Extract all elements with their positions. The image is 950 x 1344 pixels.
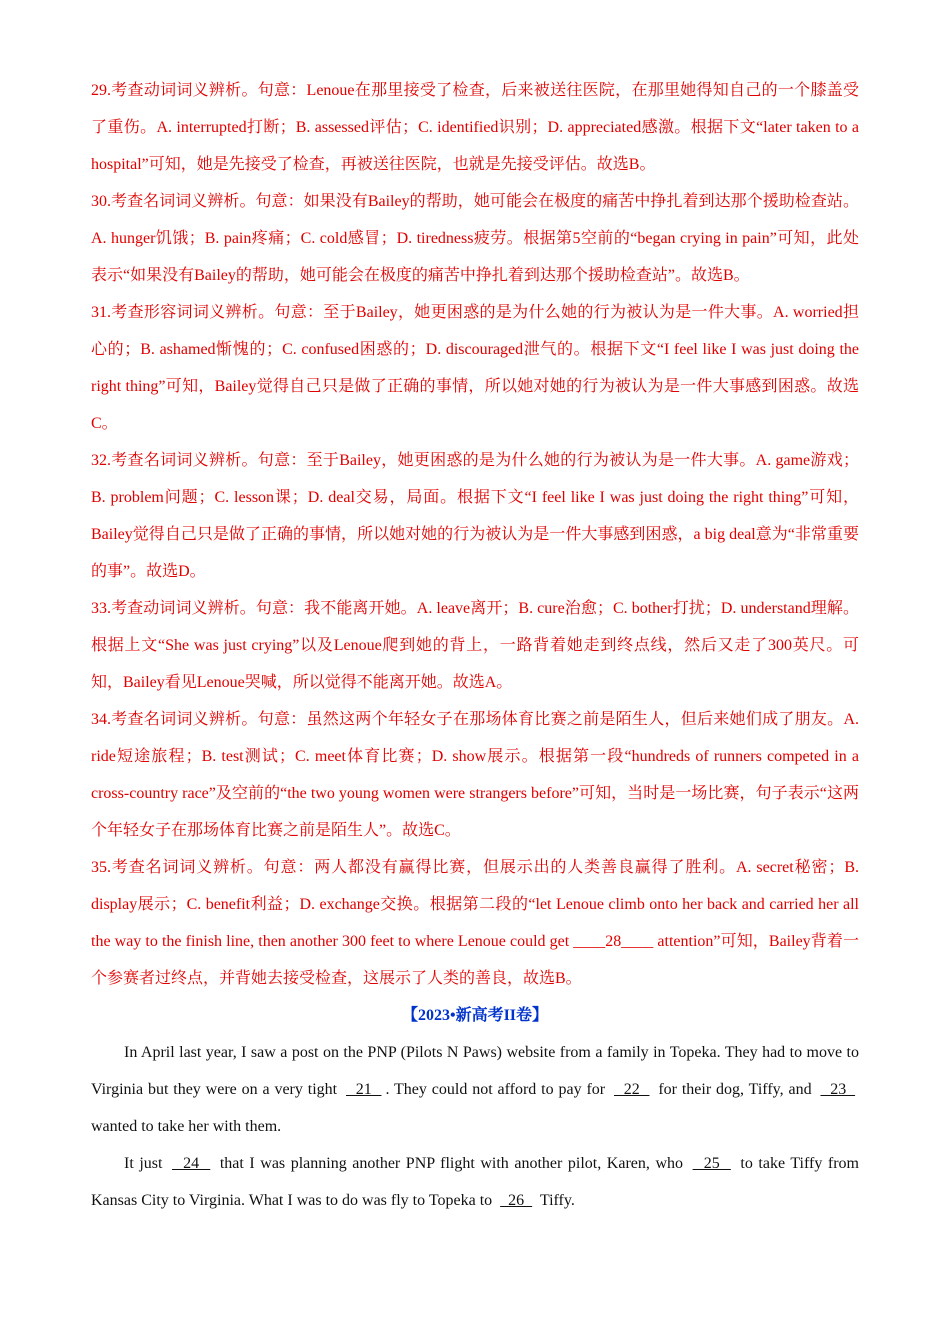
blank-25: 25 bbox=[692, 1155, 731, 1172]
passage-text: for their dog, Tiffy, and bbox=[653, 1081, 817, 1098]
passage-text: It just bbox=[124, 1155, 169, 1172]
explanation-35: 35.考查名词词义辨析。句意：两人都没有赢得比赛，但展示出的人类善良赢得了胜利。A. secret秘密；B. display展示；C. benefit利益；D. exchange交换。根据第二段的“let Lenoue climb onto her back and carried her all the way to the finish line, then another 300 feet to where Lenoue could get ____28____ attention”可知，Bailey背着一个参赛者过终点，并背她去接受检查，这展示了人类的善良，故选B。 bbox=[91, 859, 859, 987]
passage-text: that I was planning another PNP flight with another pilot, Karen, who bbox=[214, 1155, 689, 1172]
blank-26: 26 bbox=[500, 1192, 533, 1209]
blank-21: 21 bbox=[345, 1081, 382, 1098]
explanation-31: 31.考查形容词词义辨析。句意：至于Bailey，她更困惑的是为什么她的行为被认为是一件大事。A. worried担心的；B. ashamed惭愧的；C. confused困惑的；D. discouraged泄气的。根据下文“I feel like I was just doing the right thing”可知，Bailey觉得自己只是做了正确的事情，所以她对她的行为被认为是一件大事感到困惑。故选C。 bbox=[91, 304, 859, 432]
passage-paragraph-2 bbox=[91, 1145, 859, 1219]
blank-24: 24 bbox=[172, 1155, 211, 1172]
explanation-30: 30.考查名词词义辨析。句意：如果没有Bailey的帮助，她可能会在极度的痛苦中挣扎着到达那个援助检查站。A. hunger饥饿；B. pain疼痛；C. cold感冒；D. tiredness疲劳。根据第5空前的“began crying in pain”可知，此处表示“如果没有Bailey的帮助，她可能会在极度的痛苦中挣扎着到达那个援助检查站”。故选B。 bbox=[91, 193, 859, 284]
passage-paragraph-1 bbox=[91, 1034, 859, 1145]
document-page bbox=[91, 72, 859, 1219]
passage-text: to take Tiffy from Kansas City to Virginia. What I was to do was fly to Topeka to bbox=[91, 1155, 860, 1209]
passage-text: Tiffy. bbox=[536, 1192, 575, 1209]
explanation-34: 34.考查名词词义辨析。句意：虽然这两个年轻女子在那场体育比赛之前是陌生人，但后来她们成了朋友。A. ride短途旅程；B. test测试；C. meet体育比赛；D. show展示。根据第一段“hundreds of runners competed in a cross-country race”及空前的“the two young women were strangers before”可知，当时是一场比赛，句子表示“这两个年轻女子在那场体育比赛之前是陌生人”。故选C。 bbox=[91, 711, 859, 839]
passage-text: In April last year, I saw a post on the PNP (Pilots N Paws) website from a family in Topeka. They had to move to Virginia but they were on a very tight bbox=[91, 1044, 859, 1098]
blank-23: 23 bbox=[820, 1081, 856, 1098]
explanation-33: 33.考查动词词义辨析。句意：我不能离开她。A. leave离开；B. cure治愈；C. bother打扰；D. understand理解。根据上文“She was just crying”以及Lenoue爬到她的背上，一路背着她走到终点线，然后又走了300英尺。可知，Bailey看见Lenoue哭喊，所以觉得不能离开她。故选A。 bbox=[91, 600, 859, 691]
passage-text: . They could not afford to pay for bbox=[385, 1081, 610, 1098]
blank-22: 22 bbox=[613, 1081, 650, 1098]
passage-text: wanted to take her with them. bbox=[91, 1118, 282, 1135]
explanation-32: 32.考查名词词义辨析。句意：至于Bailey，她更困惑的是为什么她的行为被认为是一件大事。A. game游戏；B. problem问题；C. lesson课；D. deal交易，局面。根据下文“I feel like I was just doing the right thing”可知，Bailey觉得自己只是做了正确的事情，所以她对她的行为被认为是一件大事感到困惑，a big deal意为“非常重要的事”。故选D。 bbox=[91, 452, 859, 580]
section-heading: 【2023•新高考II卷】 bbox=[401, 1007, 549, 1024]
explanation-29: 29.考查动词词义辨析。句意：Lenoue在那里接受了检查，后来被送往医院，在那里她得知自己的一个膝盖受了重伤。A. interrupted打断；B. assessed评估；C. identified识别；D. appreciated感激。根据下文“later taken to a hospital”可知，她是先接受了检查，再被送往医院，也就是先接受评估。故选B。 bbox=[91, 82, 859, 173]
